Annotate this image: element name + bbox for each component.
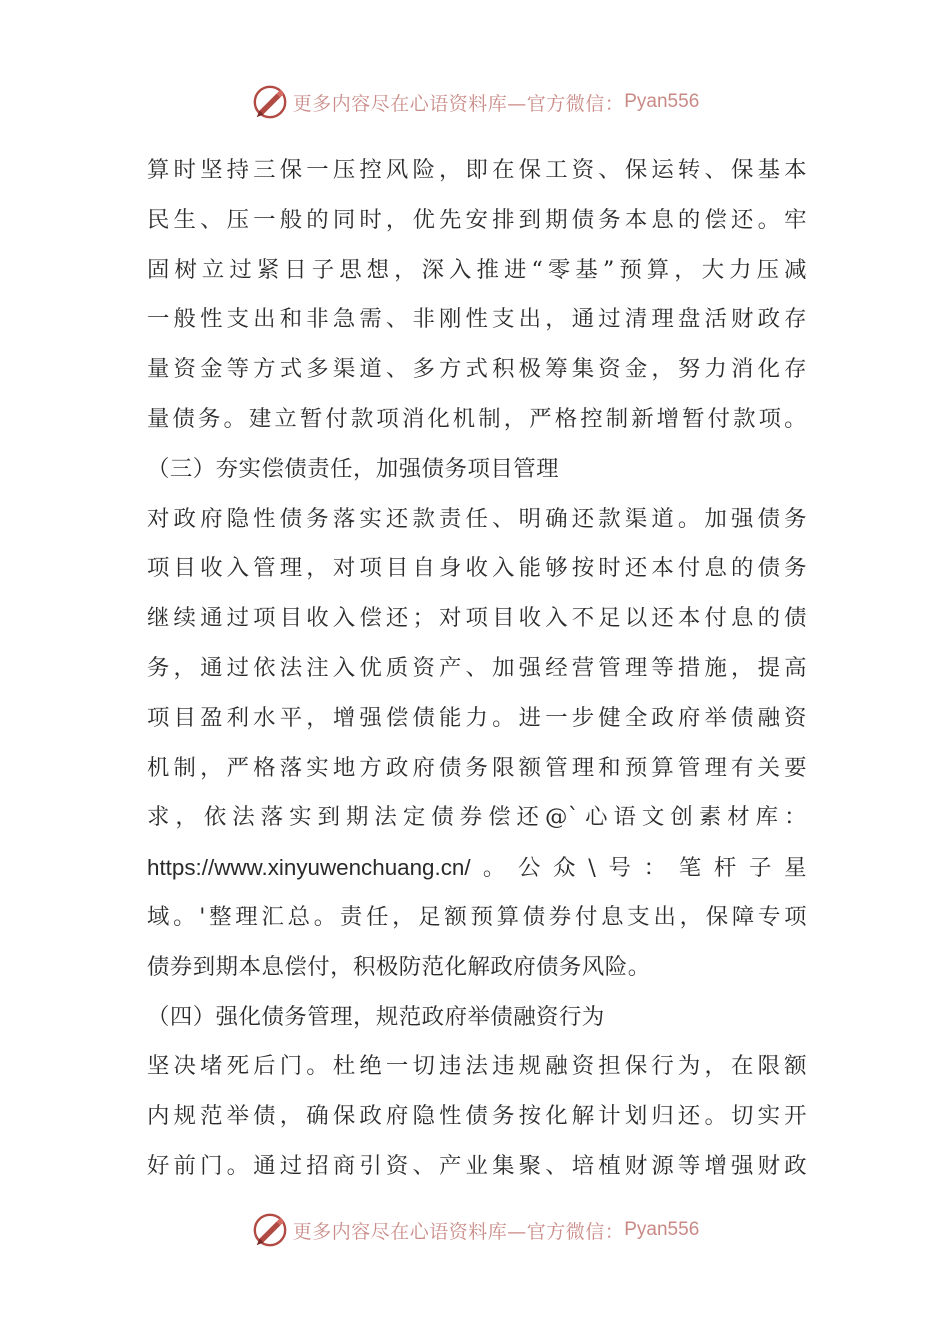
text-line: 求，依法落实到期法定债券偿还@`心语文创素材库： [147, 804, 807, 831]
website-link[interactable]: https://www.xinyuwenchuang.cn/ [147, 855, 471, 881]
text-line: 项目盈利水平，增强偿债能力。进一步健全政府举债融资 [147, 704, 807, 731]
pen-circle-logo-icon [251, 83, 289, 121]
text-fragment: 。公众\号：笔杆子星 [470, 855, 807, 882]
text-line: 好前门。通过招商引资、产业集聚、培植财源等增强财政 [147, 1152, 807, 1179]
text-line: 算时坚持三保一压控风险，即在保工资、保运转、保基本 [147, 157, 807, 183]
text-line: 域。'整理汇总。责任，足额预算债券付息支出，保障专项 [147, 903, 807, 930]
pen-circle-logo-icon [251, 1211, 289, 1249]
text-line: 民生、压一般的同时，优先安排到期债务本息的偿还。牢 [147, 206, 807, 233]
header-banner [0, 80, 950, 124]
text-line: 坚决堵死后门。杜绝一切违法违规融资担保行为，在限额 [147, 1053, 807, 1080]
text-line: 对政府隐性债务落实还款责任、明确还款渠道。加强债务 [147, 505, 807, 532]
text-line: 固树立过紧日子思想，深入推进“零基”预算，大力压减 [147, 256, 807, 283]
wechat-id: Pyan556 [624, 1219, 700, 1240]
banner-text: 更多内容尽在心语资料库—官方微信： [292, 92, 625, 115]
footer-banner [0, 1208, 950, 1252]
text-line: 项目收入管理，对项目自身收入能够按时还本付息的债务 [147, 555, 807, 582]
text-line: 量债务。建立暂付款项消化机制，严格控制新增暂付款项。 [147, 405, 807, 432]
text-line: 继续通过项目收入偿还；对项目收入不足以还本付息的债 [147, 605, 807, 632]
wechat-id: Pyan556 [624, 91, 700, 112]
text-line: 内规范举债，确保政府隐性债务按化解计划归还。切实开 [147, 1103, 807, 1130]
text-line: 务，通过依法注入优质资产、加强经营管理等措施，提高 [147, 654, 807, 681]
text-line: 量资金等方式多渠道、多方式积极筹集资金，努力消化存 [147, 356, 807, 383]
text-line: 一般性支出和非急需、非刚性支出，通过清理盘活财政存 [147, 306, 807, 333]
section-heading: （四）强化债务管理，规范政府举债融资行为 [147, 1003, 605, 1030]
section-heading: （三）夯实偿债责任，加强债务项目管理 [147, 455, 560, 482]
text-line: 机制，严格落实地方政府债务限额管理和预算管理有关要 [147, 754, 807, 781]
text-line: 债券到期本息偿付，积极防范化解政府债务风险。 [147, 953, 651, 980]
banner-text: 更多内容尽在心语资料库—官方微信： [292, 1220, 625, 1243]
url-line [147, 843, 807, 893]
document-body [147, 146, 807, 1192]
